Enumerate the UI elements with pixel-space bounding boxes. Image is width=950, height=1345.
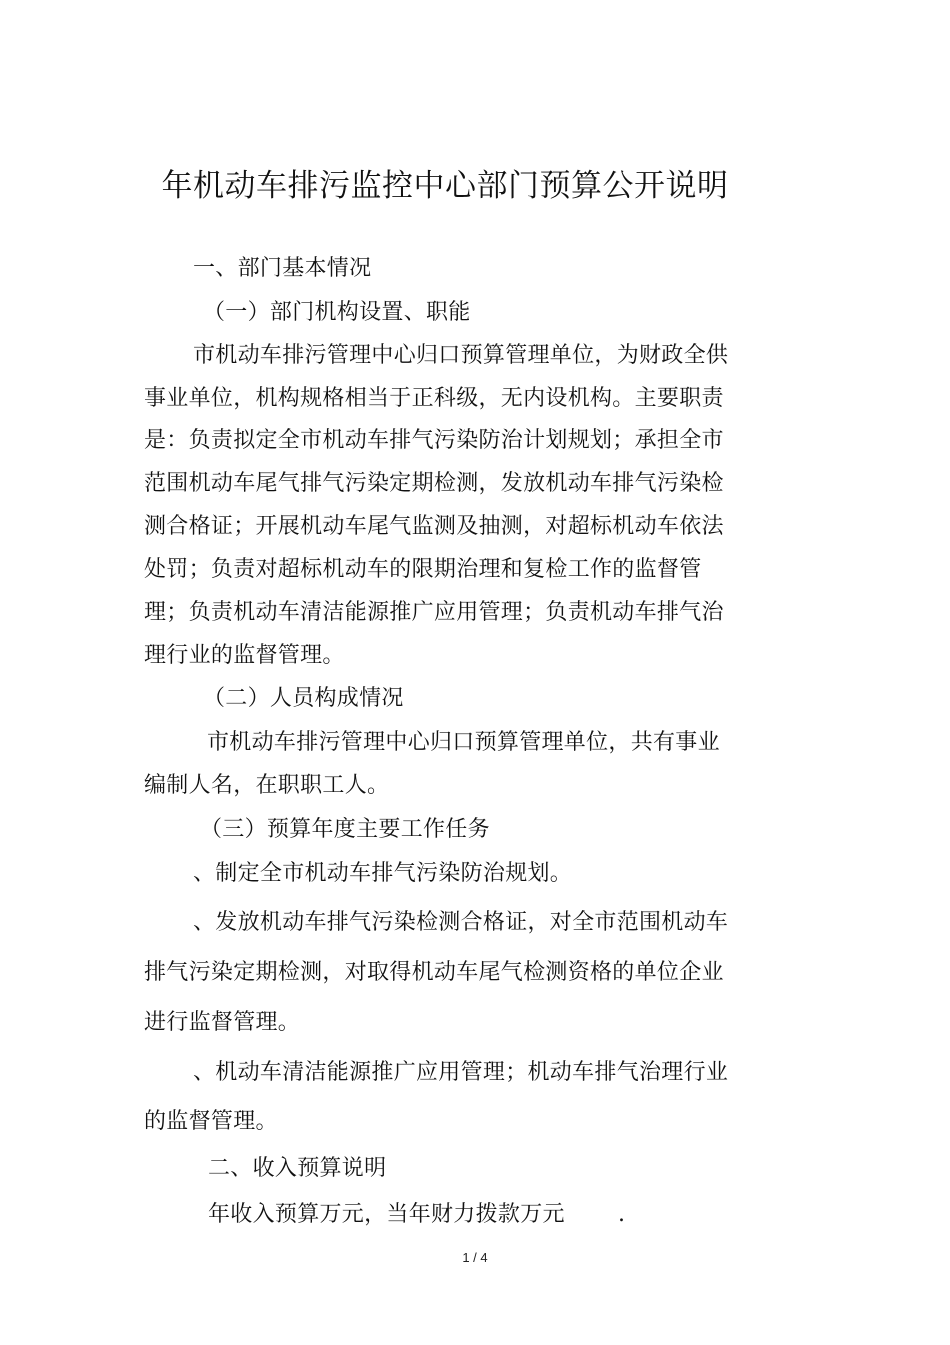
- paragraph-line: 事业单位，机构规格相当于正科级，无内设机构。主要职责: [144, 386, 724, 411]
- paragraph-line: 市机动车排污管理中心归口预算管理单位，共有事业: [207, 730, 720, 755]
- task-item-2: 、发放机动车排气污染检测合格证，对全市范围机动车: [193, 910, 729, 935]
- paragraph-line: 范围机动车尾气排气污染定期检测，发放机动车排气污染检: [144, 471, 724, 496]
- task-item-3: 、机动车清洁能源推广应用管理；机动车排气治理行业: [193, 1060, 729, 1085]
- paragraph-line: 理行业的监督管理。: [144, 643, 345, 668]
- section-heading-1: 一、部门基本情况: [193, 256, 372, 281]
- paragraph-line: 市机动车排污管理中心归口预算管理单位，为财政全供: [193, 343, 729, 368]
- page-number: 1 / 4: [462, 1250, 488, 1265]
- task-item-1: 、制定全市机动车排气污染防治规划。: [193, 861, 573, 886]
- paragraph-line: 处罚；负责对超标机动车的限期治理和复检工作的监督管: [144, 557, 702, 582]
- trailing-dot: .: [618, 1202, 625, 1227]
- paragraph-line: 编制人名，在职职工人。: [144, 773, 390, 798]
- subsection-heading-3: （三）预算年度主要工作任务: [200, 817, 490, 842]
- paragraph-line: 排气污染定期检测，对取得机动车尾气检测资格的单位企业: [144, 960, 724, 985]
- subsection-heading-2: （二）人员构成情况: [203, 686, 404, 711]
- section-heading-2: 二、收入预算说明: [208, 1156, 387, 1181]
- document-title: 年机动车排污监控中心部门预算公开说明: [161, 168, 729, 204]
- paragraph-line: 的监督管理。: [144, 1109, 278, 1134]
- paragraph-line: 测合格证；开展机动车尾气监测及抽测，对超标机动车依法: [144, 514, 724, 539]
- paragraph-line: 是：负责拟定全市机动车排气污染防治计划规划；承担全市: [144, 428, 724, 453]
- paragraph-line: 进行监督管理。: [144, 1010, 301, 1035]
- subsection-heading-1: （一）部门机构设置、职能: [203, 300, 471, 325]
- paragraph-line: 理；负责机动车清洁能源推广应用管理；负责机动车排气治: [144, 600, 724, 625]
- paragraph-line: 年收入预算万元，当年财力拨款万元: [208, 1202, 565, 1227]
